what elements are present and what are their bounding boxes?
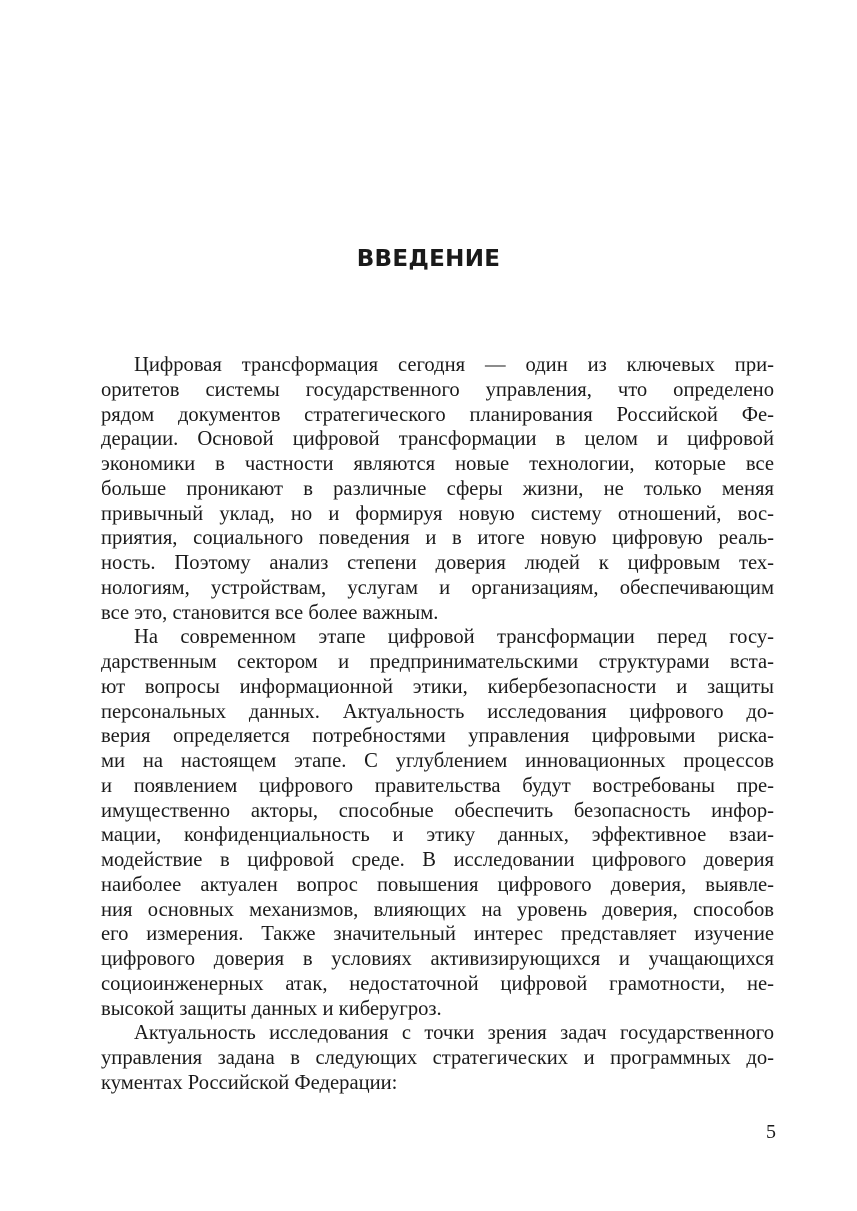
text-line: наиболее актуален вопрос повышения цифрового доверия, выявле- [101,873,774,896]
text-line: ют вопросы информационной этики, кибербезопасности и защиты [101,675,774,698]
paragraph-2 [101,625,774,1021]
text-line: дарственным сектором и предпринимательскими структурами вста- [101,651,774,673]
text-line: Актуальность исследования с точки зрения задач государственного [134,1022,774,1045]
text-line: привычный уклад, но и формируя новую систему отношений, вос- [101,502,774,525]
body-text [101,353,774,1096]
text-line: имущественно акторы, способные обеспечить безопасность инфор- [101,799,774,822]
text-line: дерации. Основой цифровой трансформации в целом и цифровой [101,428,774,451]
text-line: верия определяется потребностями управления цифровыми риска- [101,725,774,748]
text-line: больше проникают в различные сферы жизни, не только меняя [101,477,774,500]
text-line: высокой защиты данных и киберугроз. [101,997,442,1020]
text-line: нологиям, устройствам, услугам и организациям, обеспечивающим [101,576,774,599]
text-line: Цифровая трансформация сегодня — один из ключевых при- [134,354,774,376]
text-line: На современном этапе цифровой трансформации перед госу- [134,626,774,649]
text-line: приятия, социального поведения и в итоге новую цифровую реаль- [101,527,774,550]
text-line: все это, становится все более важным. [101,601,439,624]
text-line: экономики в частности являются новые технологии, которые все [101,453,774,475]
text-line: оритетов системы государственного управления, что определено [101,378,774,401]
text-line: социоинженерных атак, недостаточной цифровой грамотности, не- [101,972,774,995]
text-line: управления задана в следующих стратегических и программных до- [101,1047,774,1069]
page-title: ВВЕДЕНИЕ [356,246,501,272]
text-line: персональных данных. Актуальность исследования цифрового до- [101,700,774,723]
text-line: мации, конфиденциальность и этику данных, эффективное взаи- [101,824,774,847]
text-line: модействие в цифровой среде. В исследовании цифрового доверия [101,849,774,871]
text-line: рядом документов стратегического планирования Российской Фе- [101,403,774,426]
text-line: и появлением цифрового правительства будут востребованы пре- [101,774,774,797]
text-line: кументах Российской Федерации: [101,1071,398,1094]
text-line: ния основных механизмов, влияющих на уровень доверия, способов [101,898,774,921]
text-line: ми на настоящем этапе. С углублением инновационных процессов [101,750,774,772]
text-line: ность. Поэтому анализ степени доверия людей к цифровым тех- [101,552,774,574]
page-number: 5 [766,1121,776,1143]
paragraph-1 [101,353,774,625]
text-line: его измерения. Также значительный интерес представляет изучение [101,923,774,946]
paragraph-3 [101,1021,774,1095]
text-line: цифрового доверия в условиях активизирующихся и учащающихся [101,948,774,970]
